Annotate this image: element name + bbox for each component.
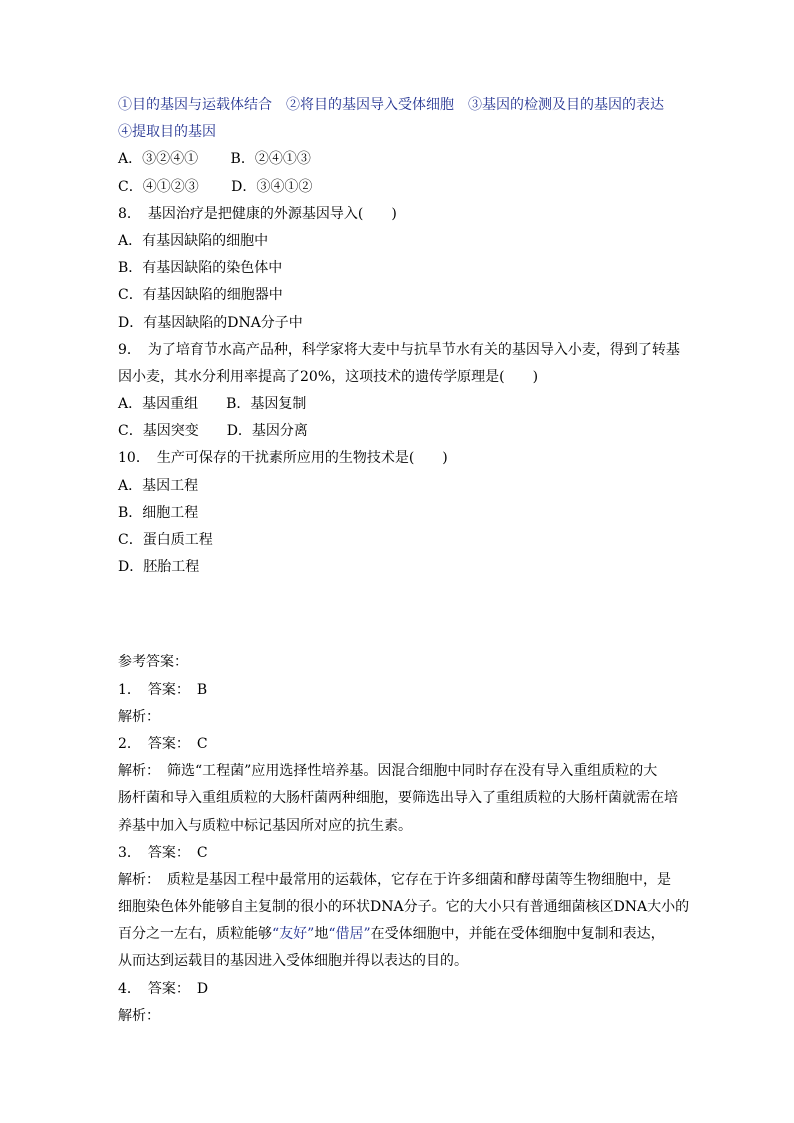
q9-stem-2: 因小麦，其水分利用率提高了20%，这项技术的遗传学原理是( ): [118, 368, 539, 385]
answer-3-explanation-3-pre: 百分之一左右，质粒能够: [118, 926, 272, 943]
q8-option-b: B．有基因缺陷的染色体中: [118, 260, 283, 277]
answer-3-explanation-1: 解析： 质粒是基因工程中最常用的运载体，它存在于许多细菌和酵母菌等生物细胞中，是: [118, 871, 671, 888]
q10-option-d: D．胚胎工程: [118, 559, 200, 576]
document-page: [118, 92, 690, 1030]
answer-2-explanation-2: 肠杆菌和导入重组质粒的大肠杆菌两种细胞，要筛选出导入了重组质粒的大肠杆菌就需在培: [118, 790, 678, 807]
answer-2: 2． 答案： C: [118, 735, 208, 752]
answer-3-explanation-3-mid: 地: [314, 926, 329, 943]
answer-3-explanation-2: 细胞染色体外能够自主复制的很小的环状DNA分子。它的大小只有普通细菌核区DNA大小的: [118, 899, 690, 916]
q8-stem: 8． 基因治疗是把健康的外源基因导入( ): [118, 205, 397, 222]
answer-3-quote-youhao: “友好”: [272, 926, 315, 943]
q8-option-c: C．有基因缺陷的细胞器中: [118, 287, 283, 304]
q7-options-cd: C．④①②③ D．③④①②: [118, 178, 313, 195]
q10-option-a: A．基因工程: [118, 477, 199, 494]
answer-3-explanation-4: 从而达到运载目的基因进入受体细胞并得以表达的目的。: [118, 953, 468, 970]
q9-stem-1: 9． 为了培育节水高产品种，科学家将大麦中与抗旱节水有关的基因导入小麦，得到了转基: [118, 341, 680, 358]
q8-option-a: A．有基因缺陷的细胞中: [118, 232, 269, 249]
q8-option-d: D．有基因缺陷的DNA分子中: [118, 314, 303, 331]
answer-4: 4． 答案： D: [118, 980, 209, 997]
answer-2-explanation-1: 解析： 筛选“工程菌”应用选择性培养基。因混合细胞中同时存在没有导入重组质粒的大: [118, 763, 658, 780]
answer-4-explanation: 解析：: [118, 1007, 160, 1024]
q10-option-c: C．蛋白质工程: [118, 532, 213, 548]
answer-1: 1． 答案： B: [118, 681, 208, 698]
answers-heading: 参考答案：: [118, 654, 188, 671]
q7-options-ab: A．③②④① B．②④①③: [118, 151, 311, 168]
q7-steps-line: ①目的基因与运载体结合 ②将目的基因导入受体细胞 ③基因的检测及目的基因的表达: [118, 97, 664, 113]
answer-3-quote-jieju: “借居”: [328, 926, 371, 943]
answer-2-explanation-3: 养基中加入与质粒中标记基因所对应的抗生素。: [118, 817, 412, 834]
answer-3: 3． 答案： C: [118, 844, 208, 861]
q9-options-cd: C．基因突变 D．基因分离: [118, 423, 308, 440]
q9-options-ab: A．基因重组 B．基因复制: [118, 396, 307, 413]
answer-1-explanation: 解析：: [118, 708, 160, 725]
section-spacer: [118, 581, 678, 649]
q7-steps-line-2: ④提取目的基因: [118, 124, 216, 141]
q10-stem: 10． 生产可保存的干扰素所应用的生物技术是( ): [118, 450, 448, 467]
answer-3-explanation-3-post: 在受体细胞中，并能在受体细胞中复制和表达，: [370, 926, 665, 943]
answer-3-explanation-3: [118, 921, 678, 948]
q10-option-b: B．细胞工程: [118, 504, 199, 521]
